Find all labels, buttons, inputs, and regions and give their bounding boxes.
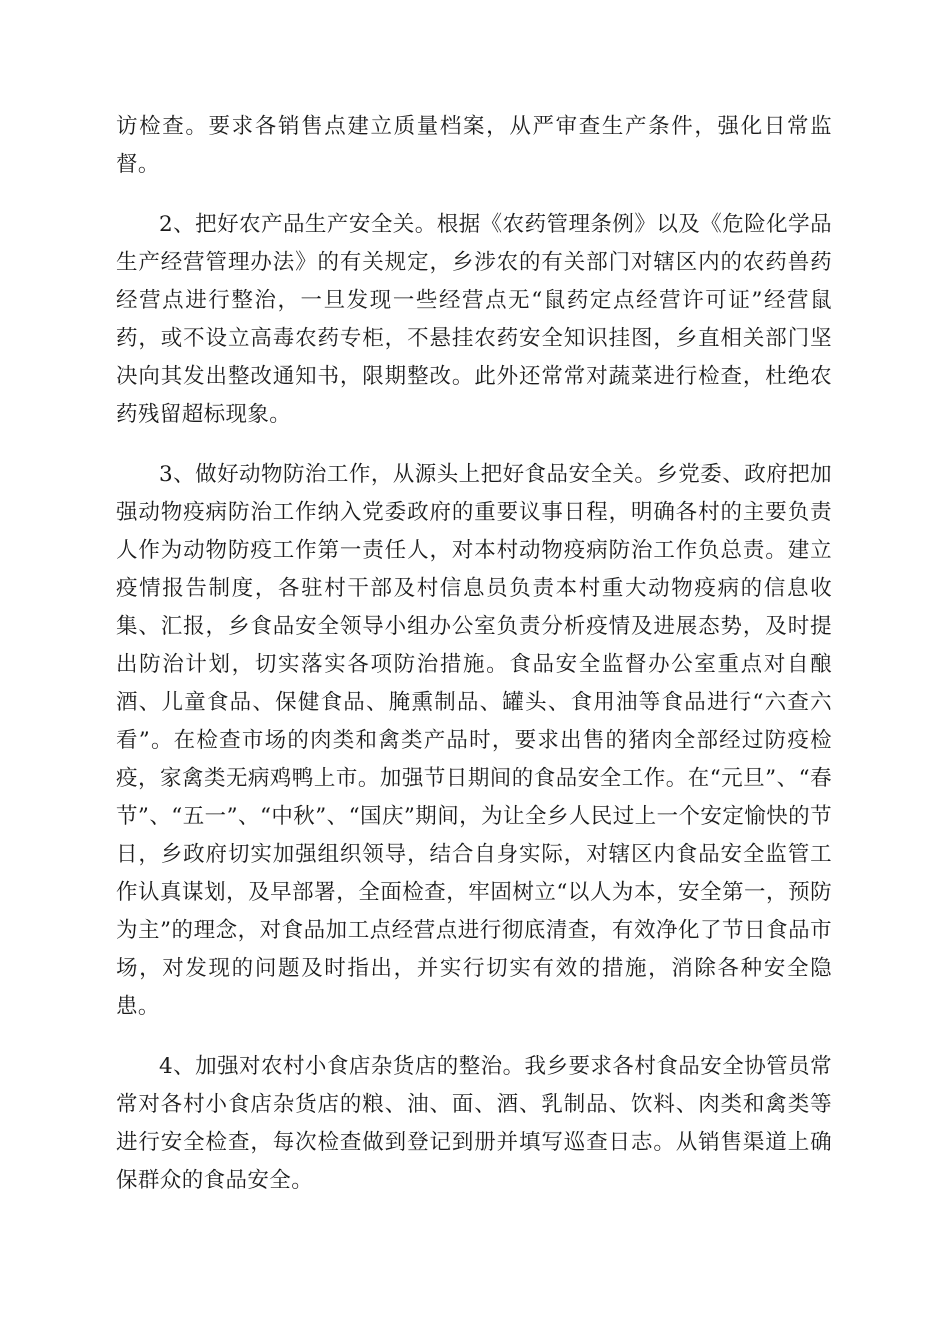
paragraph-item-4: 4、加强对农村小食店杂货店的整治。我乡要求各村食品安全协管员常常对各村小食店杂货店的粮、油、面、酒、乳制品、饮料、肉类和禽类等进行安全检查，每次检查做到登记到册并填写巡查日志。从销售渠道上确保群众的食品安全。	[116, 1054, 832, 1193]
document-body	[116, 108, 832, 1222]
paragraph-item-2: 2、把好农产品生产安全关。根据《农药管理条例》以及《危险化学品生产经营管理办法》的有关规定，乡涉农的有关部门对辖区内的农药兽药经营点进行整治，一旦发现一些经营点无“鼠药定点经营许可证”经营鼠药，或不设立高毒农药专柜，不悬挂农药安全知识挂图，乡直相关部门坚决向其发出整改通知书，限期整改。此外还常常对蔬菜进行检查，杜绝农药残留超标现象。	[116, 212, 832, 427]
paragraph-continuation: 访检查。要求各销售点建立质量档案，从严审查生产条件，强化日常监督。	[116, 114, 832, 177]
paragraph-item-3: 3、做好动物防治工作，从源头上把好食品安全关。乡党委、政府把加强动物疫病防治工作纳入党委政府的重要议事日程，明确各村的主要负责人作为动物防疫工作第一责任人，对本村动物疫病防治工作负总责。建立疫情报告制度，各驻村干部及村信息员负责本村重大动物疫病的信息收集、汇报，乡食品安全领导小组办公室负责分析疫情及进展态势，及时提出防治计划，切实落实各项防治措施。食品安全监督办公室重点对自酿酒、儿童食品、保健食品、腌熏制品、罐头、食用油等食品进行“六查六看”。在检查市场的肉类和禽类产品时，要求出售的猪肉全部经过防疫检疫，家禽类无病鸡鸭上市。加强节日期间的食品安全工作。在“元旦”、“春节”、“五一”、“中秋”、“国庆”期间，为让全乡人民过上一个安定愉快的节日，乡政府切实加强组织领导，结合自身实际，对辖区内食品安全监管工作认真谋划，及早部署，全面检查，牢固树立“以人为本，安全第一，预防为主”的理念，对食品加工点经营点进行彻底清查，有效净化了节日食品市场，对发现的问题及时指出，并实行切实有效的措施，消除各种安全隐患。	[116, 462, 832, 1019]
